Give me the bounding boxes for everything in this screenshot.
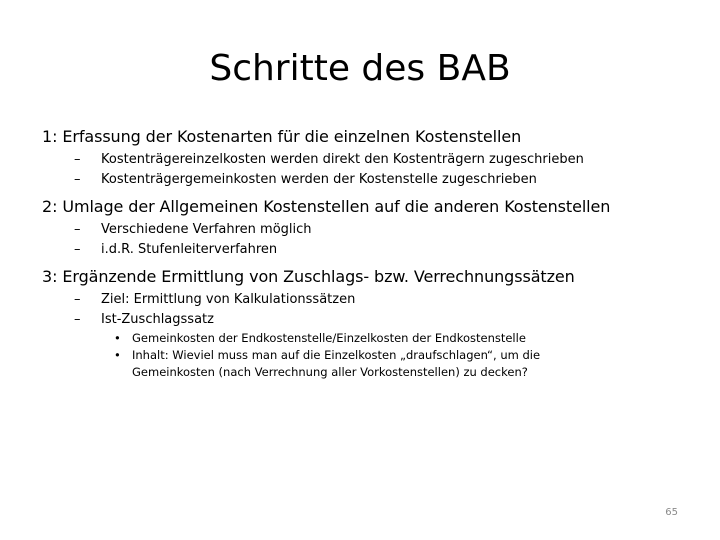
section-3-subitem-1 bbox=[114, 330, 682, 347]
section-3-subitem-1-text: Gemeinkosten der Endkostenstelle/Einzelkosten der Endkostenstelle bbox=[132, 331, 526, 345]
dash-marker: – bbox=[74, 172, 81, 187]
section-3-item-1 bbox=[74, 290, 682, 310]
section-3-item-2 bbox=[74, 310, 682, 330]
slide-title: Schritte des BAB bbox=[209, 48, 511, 89]
bullet-marker: • bbox=[114, 331, 121, 345]
section-3-item-1-text: Ziel: Ermittlung von Kalkulationssätzen bbox=[101, 292, 356, 307]
section-1-item-2-text: Kostenträgergemeinkosten werden der Kostenstelle zugeschrieben bbox=[101, 172, 537, 187]
dash-marker: – bbox=[74, 312, 81, 327]
bullet-marker: • bbox=[114, 348, 121, 362]
section-2-item-2 bbox=[74, 240, 682, 260]
dash-marker: – bbox=[74, 292, 81, 307]
section-2-heading: 2: Umlage der Allgemeinen Kostenstellen auf die anderen Kostenstellen bbox=[42, 197, 611, 216]
section-2-item-2-text: i.d.R. Stufenleiterverfahren bbox=[101, 242, 278, 257]
section-1-heading: 1: Erfassung der Kostenarten für die einzelnen Kostenstellen bbox=[42, 127, 522, 146]
slide-content bbox=[42, 126, 682, 381]
page-number: 65 bbox=[665, 507, 678, 518]
section-1-item-1-text: Kostenträgereinzelkosten werden direkt den Kostenträgern zugeschrieben bbox=[101, 152, 584, 167]
section-2-item-1-text: Verschiedene Verfahren möglich bbox=[101, 222, 312, 237]
section-3-subitem-2 bbox=[114, 347, 682, 381]
section-1-item-2 bbox=[74, 170, 682, 190]
dash-marker: – bbox=[74, 152, 81, 167]
section-3-heading: 3: Ergänzende Ermittlung von Zuschlags- bzw. Verrechnungssätzen bbox=[42, 267, 575, 286]
section-1-item-1 bbox=[74, 150, 682, 170]
dash-marker: – bbox=[74, 242, 81, 257]
section-2-item-1 bbox=[74, 220, 682, 240]
dash-marker: – bbox=[74, 222, 81, 237]
section-3-subitem-2-text: Inhalt: Wieviel muss man auf die Einzelkosten „draufschlagen“, um die Gemeinkosten (nach Verrechnung aller Vorkostenstellen) zu decken? bbox=[132, 348, 541, 379]
section-3-item-2-text: Ist-Zuschlagssatz bbox=[101, 312, 214, 327]
